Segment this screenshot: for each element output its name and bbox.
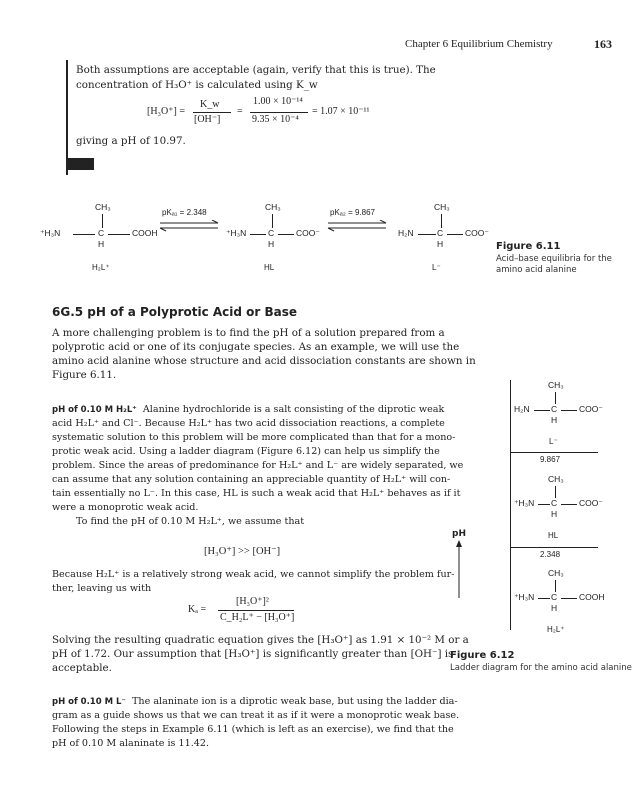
para3 — [52, 695, 460, 751]
eq-den2: 9.35 × 10⁻⁴ — [252, 114, 299, 125]
ch3-2: CH₃ — [265, 202, 281, 212]
figure-6-12-subcaption: Ladder diagram for the amino acid alanine — [450, 663, 632, 673]
c-2: C — [268, 228, 275, 238]
ladder-h2n-top: H₂N — [514, 404, 530, 414]
para1-line-2: polyprotic acid or one of its conjugate species. As an example, we will use the — [52, 341, 460, 353]
ladder-bond-v-mid — [555, 486, 556, 498]
section-title: 6G.5 pH of a Polyprotic Acid or Base — [52, 305, 298, 319]
eq-num1: K_w — [200, 99, 220, 110]
chapter-header: Chapter 6 Equilibrium Chemistry — [405, 38, 553, 50]
assume-eq: [H₃O⁺] >> [OH⁻] — [204, 546, 281, 557]
coo-2: COO⁻ — [296, 228, 320, 238]
equilibrium-arrow-2-icon — [326, 220, 388, 232]
para2-line-5: can assume that any solution containing an appreciable quantity of H₂L⁺ will con- — [52, 474, 451, 485]
ladder-bond-h-mid-1 — [538, 504, 550, 505]
frac-line-1 — [193, 112, 231, 113]
para2-indent: To find the pH of 0.10 M H₂L⁺, we assume that — [76, 516, 305, 527]
pka2-label: pKₐ₂ = 9.867 — [330, 208, 376, 217]
para3-line-1: gram as a guide shows us that we can treat it as if it were a monoprotic weak base. — [52, 710, 460, 721]
h2n-3: H₂N — [398, 228, 414, 238]
para2-line-0: Alanine hydrochloride is a salt consisting of the diprotic weak — [142, 404, 445, 415]
margin-block — [66, 158, 94, 170]
figure-6-11-subcaption-2: amino acid alanine — [496, 265, 577, 275]
para3-first: The alaninate ion is a diprotic weak base, but using the ladder dia- — [132, 696, 458, 707]
ladder-bond-h-mid-2 — [561, 504, 577, 505]
ladder-pka2-value: 9.867 — [540, 455, 561, 464]
para2-line-7: were a monoprotic weak acid. — [52, 502, 199, 513]
ladder-pka1-value: 2.348 — [540, 550, 561, 559]
ladder-h-bot: H — [551, 603, 558, 613]
para3-heading: pH of 0.10 M L⁻ — [52, 697, 126, 707]
para3-line-3: pH of 0.10 M alaninate is 11.42. — [52, 738, 210, 749]
c-1: C — [98, 228, 105, 238]
eq-den1: [OH⁻] — [194, 114, 221, 125]
ka-den: C_H₂L⁺ − [H₃O⁺] — [220, 612, 295, 623]
ladder-tick-pka1 — [510, 547, 598, 548]
ka-num: [H₃O⁺]² — [236, 596, 269, 607]
ladder-bond-h-bot-1 — [538, 598, 550, 599]
because-line-2: ther, leaving us with — [52, 583, 152, 594]
h-2: H — [268, 239, 275, 249]
bond-h1 — [73, 234, 95, 235]
bond-v3 — [441, 214, 442, 228]
ladder-h-mid: H — [551, 509, 558, 519]
ladder-h-top: H — [551, 415, 558, 425]
ladder-ch3-mid: CH₃ — [548, 474, 564, 484]
ladder-bond-v-top — [555, 392, 556, 404]
para3-line-2: Following the steps in Example 6.11 (which is left as an exercise), we find that the — [52, 724, 454, 735]
ladder-ch3-top: CH₃ — [548, 380, 564, 390]
para1-line-4: Figure 6.11. — [52, 369, 117, 381]
ladder-label-hl: HL — [548, 531, 559, 540]
solve-line-1: Solving the resulting quadratic equation gives the [H₃O⁺] as 1.91 × 10⁻² M or a — [52, 634, 469, 646]
ladder-bond-h-top-1 — [534, 410, 550, 411]
label-h2l: H₂L⁺ — [92, 263, 110, 272]
para2-heading: pH of 0.10 M H₂L⁺ — [52, 405, 137, 415]
para2-line-6: tain essentially no L⁻. In this case, HL is such a weak acid that H₂L⁺ behaves as if it — [52, 488, 461, 499]
bond-h2 — [108, 234, 130, 235]
para2-line-4: problem. Since the areas of predominance for H₂L⁺ and L⁻ are widely separated, we — [52, 460, 464, 471]
figure-6-11 — [0, 190, 640, 280]
eq-num2: 1.00 × 10⁻¹⁴ — [253, 96, 303, 107]
h3n-1: ⁺H₃N — [40, 228, 61, 238]
label-hl: HL — [264, 263, 275, 272]
solve-line-2: pH of 1.72. Our assumption that [H₃O⁺] is significantly greater than [OH⁻] is — [52, 648, 454, 660]
para2-line-1: acid H₂L⁺ and Cl⁻. Because H₂L⁺ has two acid dissociation reactions, a complete — [52, 418, 445, 429]
ladder-ch3-bot: CH₃ — [548, 568, 564, 578]
h-3: H — [437, 239, 444, 249]
bond-h6 — [447, 234, 463, 235]
h3n-2: ⁺H₃N — [226, 228, 247, 238]
bond-v1 — [102, 214, 103, 228]
ph-axis-arrow-icon — [454, 540, 464, 600]
cooh-1: COOH — [132, 228, 158, 238]
figure-6-11-subcaption-1: Acid–base equilibria for the — [496, 254, 612, 264]
ph-axis-label: pH — [452, 529, 466, 539]
intro-line-1: Both assumptions are acceptable (again, verify that this is true). The — [76, 64, 436, 76]
ladder-label-h2l: H₂L⁺ — [547, 625, 565, 634]
bond-h4 — [278, 234, 294, 235]
ladder-c-top: C — [551, 404, 558, 414]
ladder-bond-h-top-2 — [561, 410, 577, 411]
because-line-1: Because H₂L⁺ is a relatively strong weak acid, we cannot simplify the problem fur- — [52, 569, 455, 580]
frac-line-2 — [250, 112, 308, 113]
ka-lhs: Kₐ = — [188, 604, 207, 615]
bond-h3 — [250, 234, 266, 235]
ladder-bond-h-bot-2 — [561, 598, 577, 599]
coo-3: COO⁻ — [465, 228, 489, 238]
eq-eq2: = — [237, 106, 243, 117]
para1-line-3: amino acid alanine whose structure and acid dissociation constants are shown in — [52, 355, 476, 367]
equilibrium-arrow-1-icon — [158, 220, 220, 232]
ladder-coo-mid: COO⁻ — [579, 498, 603, 508]
label-l: L⁻ — [432, 263, 441, 272]
ladder-cooh-bot: COOH — [579, 592, 605, 602]
bond-v2 — [272, 214, 273, 228]
para2 — [52, 403, 464, 529]
eq-lhs: [H₃O⁺] = — [147, 106, 186, 117]
figure-6-12-caption: Figure 6.12 — [450, 650, 515, 661]
ladder-line — [510, 380, 511, 630]
intro-line-2: concentration of H₃O⁺ is calculated using K_w — [76, 79, 318, 91]
ka-frac-line — [218, 610, 294, 611]
para1-line-1: A more challenging problem is to find the pH of a solution prepared from a — [52, 327, 445, 339]
ladder-c-mid: C — [551, 498, 558, 508]
ch3-3: CH₃ — [434, 202, 450, 212]
ladder-tick-pka2 — [510, 452, 598, 453]
ladder-coo-top: COO⁻ — [579, 404, 603, 414]
solve-line-3: acceptable. — [52, 662, 112, 674]
ch3-1: CH₃ — [95, 202, 111, 212]
eq-rhs: = 1.07 × 10⁻¹¹ — [312, 106, 370, 117]
figure-6-12 — [448, 380, 638, 700]
bond-h5 — [418, 234, 436, 235]
ladder-bond-v-bot — [555, 580, 556, 592]
intro-line-3: giving a pH of 10.97. — [76, 135, 186, 147]
page-number: 163 — [594, 37, 612, 51]
para2-line-2: systematic solution to this problem will be more complicated than that for a mono- — [52, 432, 456, 443]
ladder-h3n-bot: ⁺H₃N — [514, 592, 535, 602]
h-1: H — [98, 239, 105, 249]
para2-line-3: protic weak acid. Using a ladder diagram (Figure 6.12) can help us simplify the — [52, 446, 440, 457]
ladder-h3n-mid: ⁺H₃N — [514, 498, 535, 508]
ladder-c-bot: C — [551, 592, 558, 602]
c-3: C — [437, 228, 444, 238]
ladder-label-l: L⁻ — [549, 437, 558, 446]
pka1-label: pKₐ₁ = 2.348 — [162, 208, 207, 217]
figure-6-11-caption: Figure 6.11 — [496, 241, 561, 252]
